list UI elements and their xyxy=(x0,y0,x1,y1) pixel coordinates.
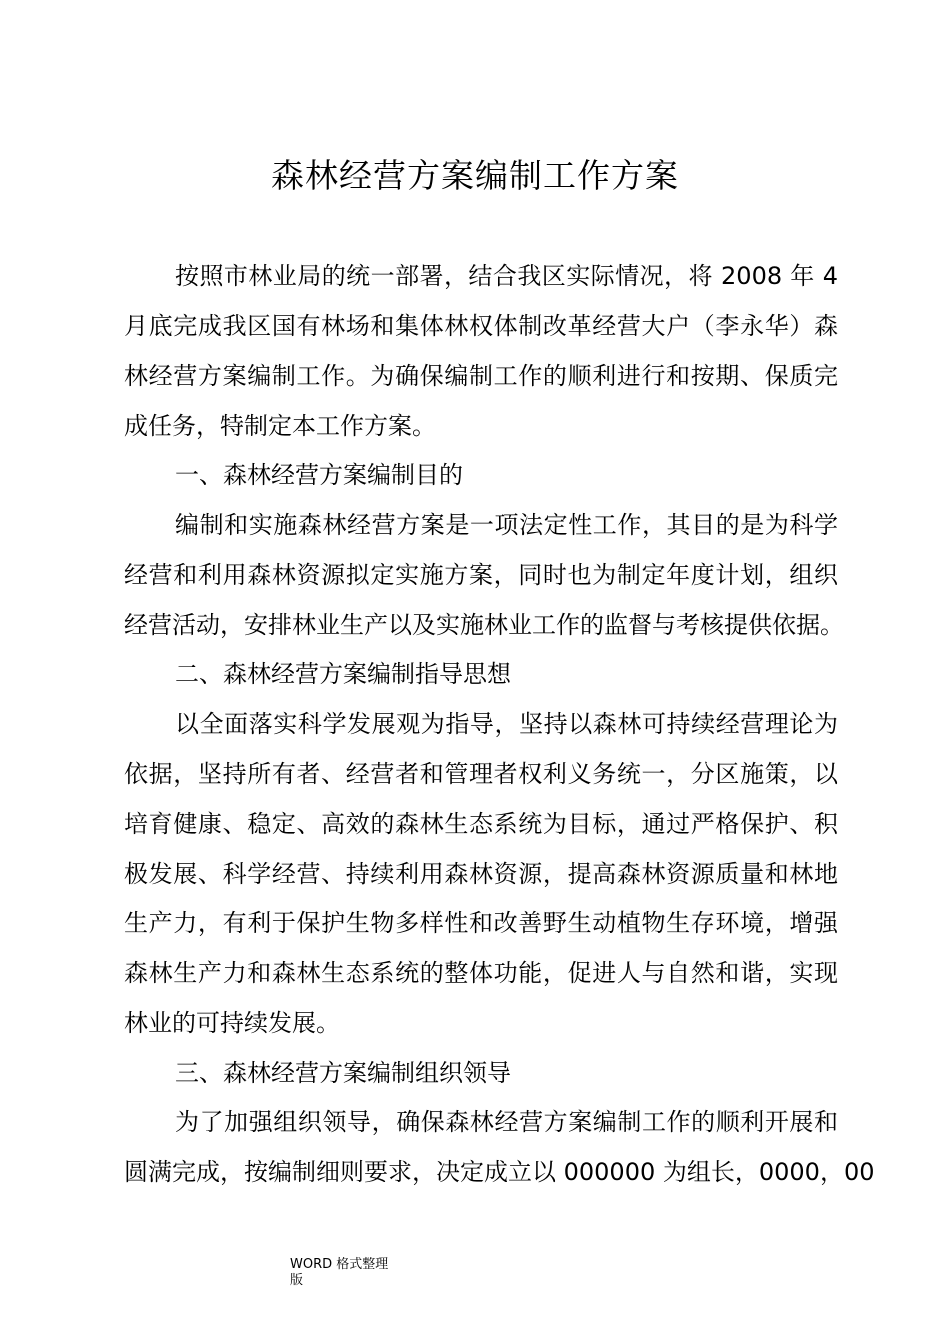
paragraph-1-line-2: 月底完成我区国有林场和集体林权体制改革经营大户（李永华）森 xyxy=(124,312,838,340)
paragraph-3-line-5: 生产力，有利于保护生物多样性和改善野生动植物生存环境，增强 xyxy=(124,909,838,937)
section-heading-1: 一、森林经营方案编制目的 xyxy=(175,461,463,489)
paragraph-1-line-1: 按照市林业局的统一部署，结合我区实际情况，将 2008 年 4 xyxy=(175,262,838,290)
paragraph-3-line-6: 森林生产力和森林生态系统的整体功能，促进人与自然和谐，实现 xyxy=(124,959,838,987)
paragraph-3-line-2: 依据，坚持所有者、经营者和管理者权利义务统一，分区施策，以 xyxy=(124,760,838,788)
paragraph-3-line-7: 林业的可持续发展。 xyxy=(124,1009,340,1037)
section-heading-3: 三、森林经营方案编制组织领导 xyxy=(175,1059,511,1087)
paragraph-4-line-1: 为了加强组织领导，确保森林经营方案编制工作的顺利开展和 xyxy=(175,1108,838,1136)
paragraph-4-line-2: 圆满完成，按编制细则要求，决定成立以 000000 为组长，0000，00 xyxy=(124,1158,875,1186)
paragraph-2-line-2: 经营和利用森林资源拟定实施方案，同时也为制定年度计划，组织 xyxy=(124,561,838,589)
paragraph-2-line-3: 经营活动，安排林业生产以及实施林业工作的监督与考核提供依据。 xyxy=(124,611,844,639)
paragraph-1-line-4: 成任务，特制定本工作方案。 xyxy=(124,412,436,440)
paragraph-3-line-4: 极发展、科学经营、持续利用森林资源，提高森林资源质量和林地 xyxy=(124,860,838,888)
footer-text-line-2: 版 xyxy=(290,1273,304,1288)
paragraph-2-line-1: 编制和实施森林经营方案是一项法定性工作，其目的是为科学 xyxy=(175,511,838,539)
document-title: 森林经营方案编制工作方案 xyxy=(271,156,679,195)
paragraph-3-line-1: 以全面落实科学发展观为指导，坚持以森林可持续经营理论为 xyxy=(175,710,838,738)
paragraph-3-line-3: 培育健康、稳定、高效的森林生态系统为目标，通过严格保护、积 xyxy=(124,810,838,838)
footer-text-line-1: WORD 格式整理 xyxy=(290,1257,389,1272)
paragraph-1-line-3: 林经营方案编制工作。为确保编制工作的顺利进行和按期、保质完 xyxy=(124,362,838,390)
section-heading-2: 二、森林经营方案编制指导思想 xyxy=(175,660,511,688)
